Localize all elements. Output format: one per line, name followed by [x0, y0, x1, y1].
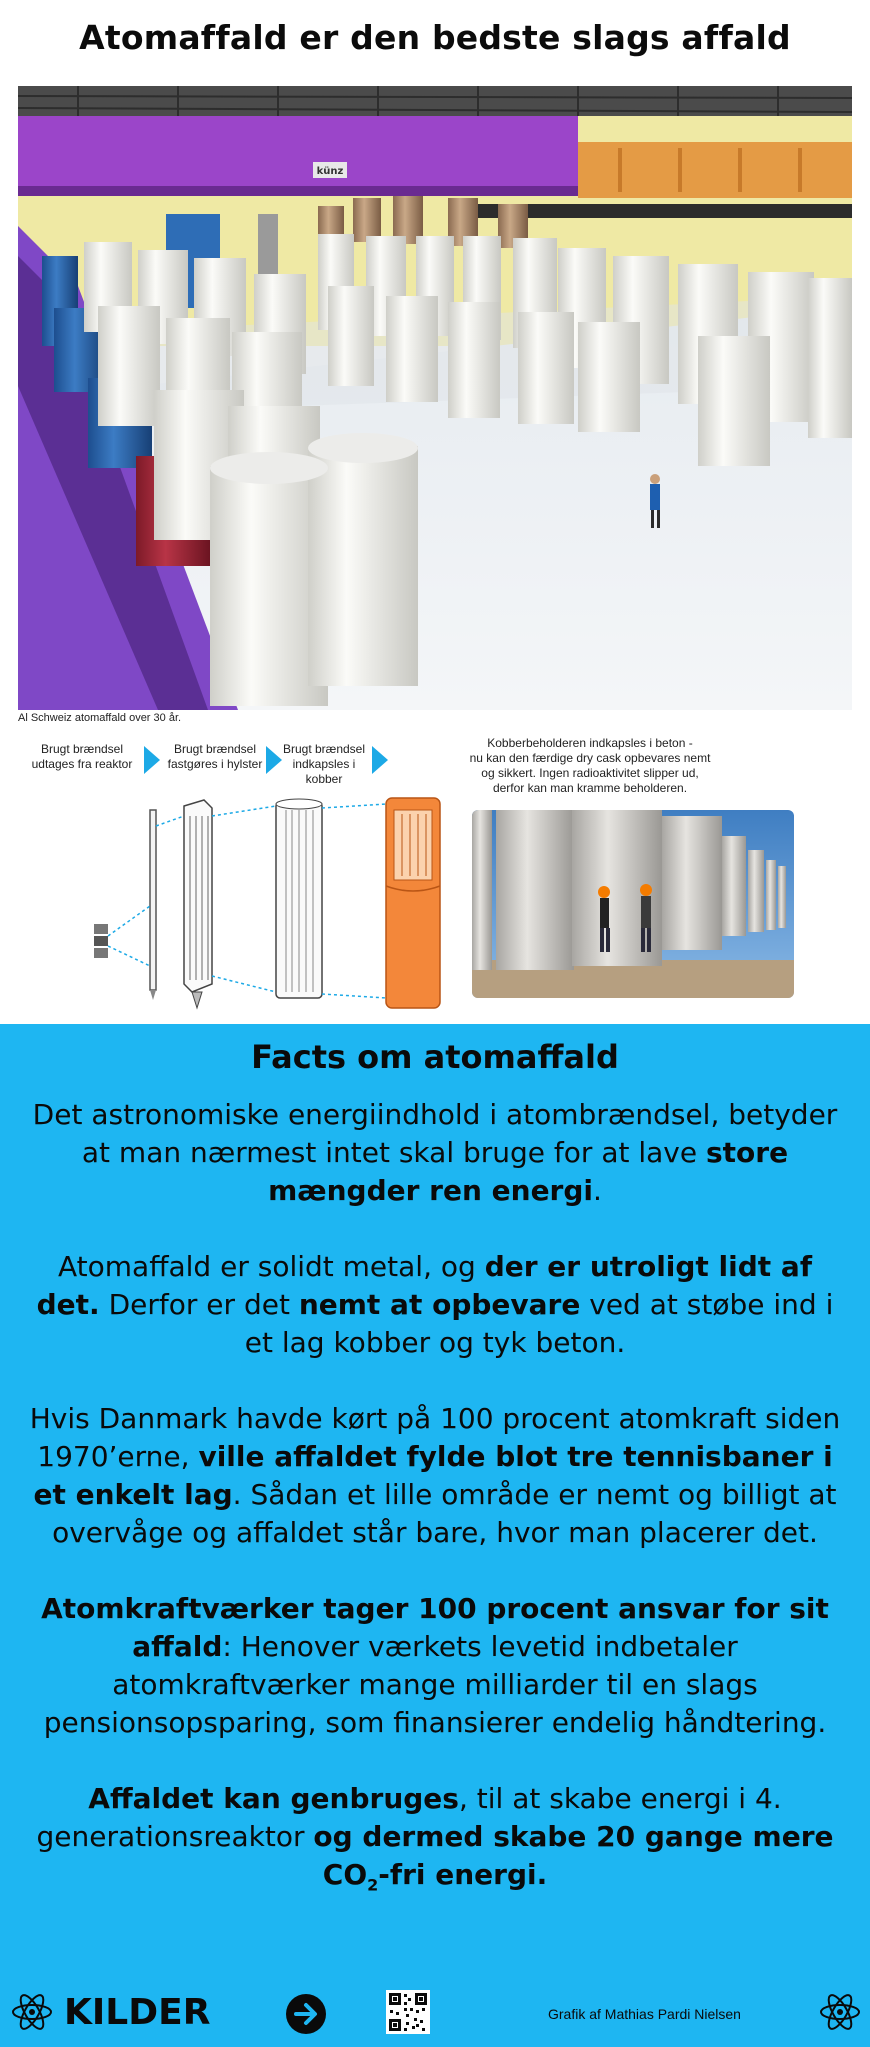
arrow-right-icon	[144, 746, 160, 774]
page-title: Atomaffald er den bedste slags affald	[79, 18, 791, 57]
arrow-right-icon[interactable]	[284, 1992, 328, 2036]
process-step-2: Brugt brændsel fastgøres i hylster	[167, 742, 263, 771]
atom-icon	[10, 1990, 54, 2034]
photo-caption: Al Schweiz atomaffald over 30 år.	[18, 712, 182, 724]
storage-hall-photo	[18, 86, 852, 710]
crane-brand-label: künz	[316, 166, 344, 177]
facts-title: Facts om atomaffald	[251, 1038, 619, 1076]
sources-link[interactable]: KILDER	[64, 1992, 211, 2033]
atom-icon	[818, 1990, 862, 2034]
process-step-1: Brugt brændsel udtages fra reaktor	[31, 742, 133, 771]
storage-hall-illustration	[18, 86, 852, 710]
qr-code-icon[interactable]	[386, 1990, 430, 2034]
fact-paragraph-2: Atomaffald er solidt metal, og der er utroligt lidt af det. Derfor er det nemt at opbevare ved at støbe ind i et lag kobber og tyk beton.	[36, 1250, 834, 1359]
dry-cask-photo	[472, 810, 794, 998]
graphic-credit: Grafik af Mathias Pardi Nielsen	[548, 2006, 741, 2022]
process-step-3: Brugt brændsel indkapsles i kobber	[282, 742, 366, 786]
fact-paragraph-1: Det astronomiske energiindhold i atombrændsel, betyder at man nærmest intet skal bruge for at lave store mængder ren energi.	[32, 1098, 838, 1207]
facts-text	[28, 1096, 842, 1943]
footer	[0, 1984, 870, 2044]
fact-paragraph-5: Affaldet kan genbruges, til at skabe energi i 4. generationsreaktor og dermed skabe 20 gange mere $CO_2$-fri energi.	[36, 1782, 834, 1895]
fuel-encapsulation-diagram	[80, 796, 450, 1012]
fact-paragraph-3: Hvis Danmark havde kørt på 100 procent atomkraft siden 1970’erne, ville affaldet fylde blot tre tennisbaner i et enkelt lag. Sådan et lille område er nemt og billigt at overvåge og affaldet står bare, hvor man placerer det.	[29, 1402, 841, 1549]
dry-cask-description: Kobberbeholderen indkapsles i beton - nu kan den færdige dry cask opbevares nemt og sikkert. Ingen radioaktivitet slipper ud, derfor kan man kramme beholderen.	[469, 736, 711, 795]
fuel-encapsulation-illustration	[80, 796, 450, 1012]
dry-cask-illustration	[472, 810, 794, 998]
fact-paragraph-4: Atomkraftværker tager 100 procent ansvar for sit affald: Henover værkets levetid indbetaler atomkraftværker mange milliarder til en slags pensionsopsparing, som finansierer endelig håndtering.	[41, 1592, 829, 1739]
arrow-right-icon	[372, 746, 388, 774]
facts-section	[0, 1024, 870, 2047]
